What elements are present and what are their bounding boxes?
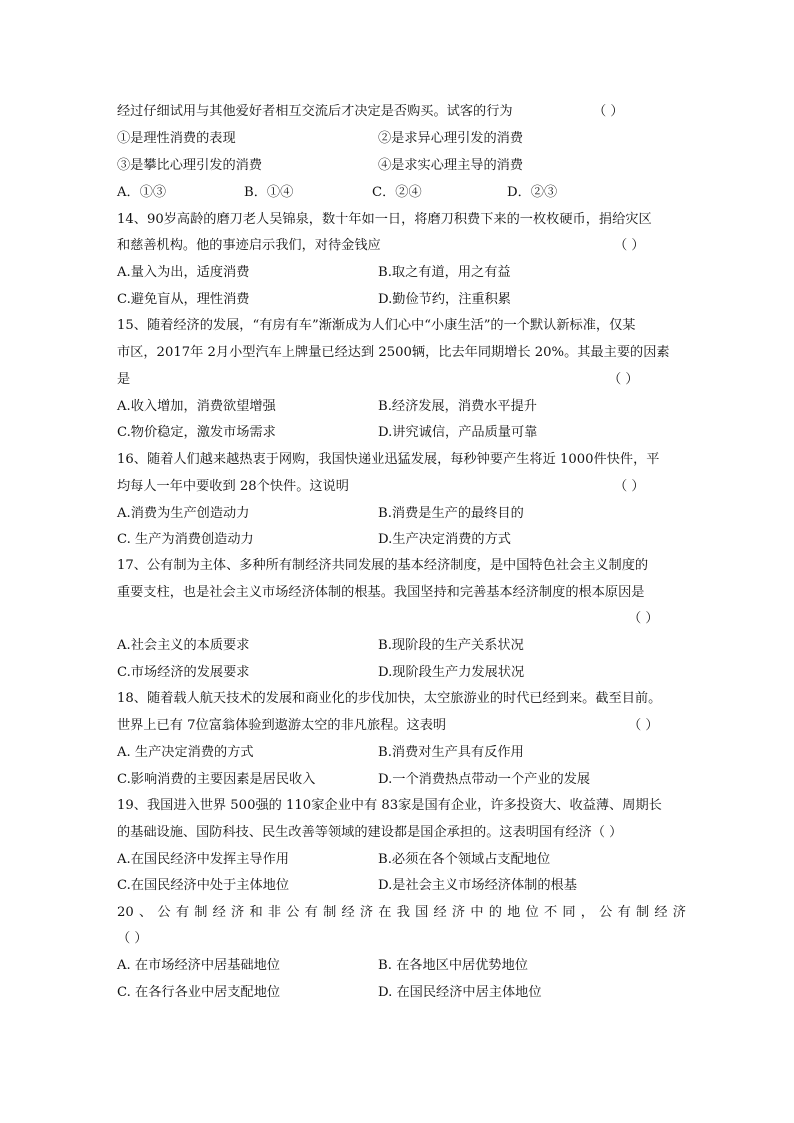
q16-option-b: B.消费是生产的最终目的 <box>378 506 524 521</box>
q14-stem-line-2: 和慈善机构。他的事迹启示我们，对待金钱应 <box>117 238 381 253</box>
q17-stem-line-1: 17、公有制为主体、多种所有制经济共同发展的基本经济制度，是中国特色社会主义制度的 <box>117 558 649 573</box>
q13-option-a: A．①③ <box>117 185 167 200</box>
q13-statement-3: ③是攀比心理引发的消费 <box>117 158 263 173</box>
q16-option-c: C. 生产为消费创造动力 <box>117 532 254 547</box>
q19-stem-line-2: 的基础设施、国防科技、民生改善等领域的建设都是国企承担的。这表明国有经济（ ） <box>117 825 623 840</box>
q18-answer-bracket: （ ） <box>628 718 659 733</box>
q13-option-d: D．②③ <box>507 185 558 200</box>
q15-stem-line-1: 15、随着经济的发展，“有房有车”渐渐成为人们心中“小康生活”的一个默认新标准，仅某 <box>117 318 636 333</box>
q15-stem-line-2: 市区，2017年 2月小型汽车上牌量已经达到 2500辆，比去年同期增长 20%。其最主要的因素 <box>117 345 670 360</box>
q17-option-a: A.社会主义的本质要求 <box>117 638 250 653</box>
q20-answer-bracket: （ ） <box>117 931 148 946</box>
q20-option-c: C. 在各行各业中居支配地位 <box>117 985 281 1000</box>
q13-statement-4: ④是求实心理主导的消费 <box>378 158 524 173</box>
q16-option-a: A.消费为生产创造动力 <box>117 506 250 521</box>
q14-stem-line-1: 14、90岁高龄的磨刀老人吴锦泉，数十年如一日，将磨刀积费下来的一枚枚硬币，捐给灾区 <box>117 212 652 227</box>
q16-stem-line-2: 均每人一年中要收到 28个快件。这说明 <box>117 479 349 494</box>
q15-option-b: B.经济发展，消费水平提升 <box>378 399 537 414</box>
q20-option-b: B. 在各地区中居优势地位 <box>378 958 528 973</box>
q20-stem-line-1: 20、公有制经济和非公有制经济在我国经济中的地位不同，公有制经济 <box>117 905 686 920</box>
q13-statement-1: ①是理性消费的表现 <box>117 131 236 146</box>
q17-option-b: B.现阶段的生产关系状况 <box>378 638 524 653</box>
q14-option-a: A.量入为出，适度消费 <box>117 265 250 280</box>
q13-statement-2: ②是求异心理引发的消费 <box>378 131 524 146</box>
q18-stem-line-1: 18、随着载人航天技术的发展和商业化的步伐加快，太空旅游业的时代已经到来。截至目前。 <box>117 691 662 706</box>
q16-stem-line-1: 16、随着人们越来越热衷于网购，我国快递业迅猛发展，每秒钟要产生将近 1000件快件，平 <box>117 452 660 467</box>
q16-answer-bracket: （ ） <box>614 479 645 494</box>
q16-option-d: D.生产决定消费的方式 <box>378 532 511 547</box>
q18-option-b: B.消费对生产具有反作用 <box>378 745 524 760</box>
q15-answer-bracket: （ ） <box>608 372 639 387</box>
q17-option-c: C.市场经济的发展要求 <box>117 665 250 680</box>
q17-stem-line-2: 重要支柱，也是社会主义市场经济体制的根基。我国坚持和完善基本经济制度的根本原因是 <box>117 585 645 600</box>
q13-option-b: B．①④ <box>244 185 294 200</box>
q13-stem-line: 经过仔细试用与其他爱好者相互交流后才决定是否购买。试客的行为 <box>117 104 513 119</box>
q13-option-c: C．②④ <box>372 185 422 200</box>
q13-answer-bracket: （ ） <box>593 104 624 119</box>
q19-option-a: A.在国民经济中发挥主导作用 <box>117 852 289 867</box>
q20-option-a: A. 在市场经济中居基础地位 <box>117 958 280 973</box>
q15-stem-line-3: 是 <box>117 372 131 387</box>
q19-option-b: B.必须在各个领域占支配地位 <box>378 852 551 867</box>
q14-option-b: B.取之有道，用之有益 <box>378 265 511 280</box>
q14-option-d: D.勤俭节约，注重积累 <box>378 292 511 307</box>
q14-answer-bracket: （ ） <box>614 238 645 253</box>
q18-option-c: C.影响消费的主要因素是居民收入 <box>117 772 316 787</box>
q15-option-d: D.讲究诚信，产品质量可靠 <box>378 425 538 440</box>
q19-stem-line-1: 19、我国进入世界 500强的 110家企业中有 83家是国有企业，许多投资大、收益薄、周期长 <box>117 798 662 813</box>
q15-option-a: A.收入增加，消费欲望增强 <box>117 399 276 414</box>
q20-option-d: D. 在国民经济中居主体地位 <box>378 985 542 1000</box>
q19-option-c: C.在国民经济中处于主体地位 <box>117 878 290 893</box>
q17-option-d: D.现阶段生产力发展状况 <box>378 665 525 680</box>
q18-option-d: D.一个消费热点带动一个产业的发展 <box>378 772 591 787</box>
q19-option-d: D.是社会主义市场经济体制的根基 <box>378 878 577 893</box>
q15-option-c: C.物价稳定，激发市场需求 <box>117 425 276 440</box>
q14-option-c: C.避免盲从，理性消费 <box>117 292 250 307</box>
q17-answer-bracket: （ ） <box>628 611 659 626</box>
q18-stem-line-2: 世界上已有 7位富翁体验到遨游太空的非凡旅程。这表明 <box>117 718 447 733</box>
q18-option-a: A. 生产决定消费的方式 <box>117 745 254 760</box>
